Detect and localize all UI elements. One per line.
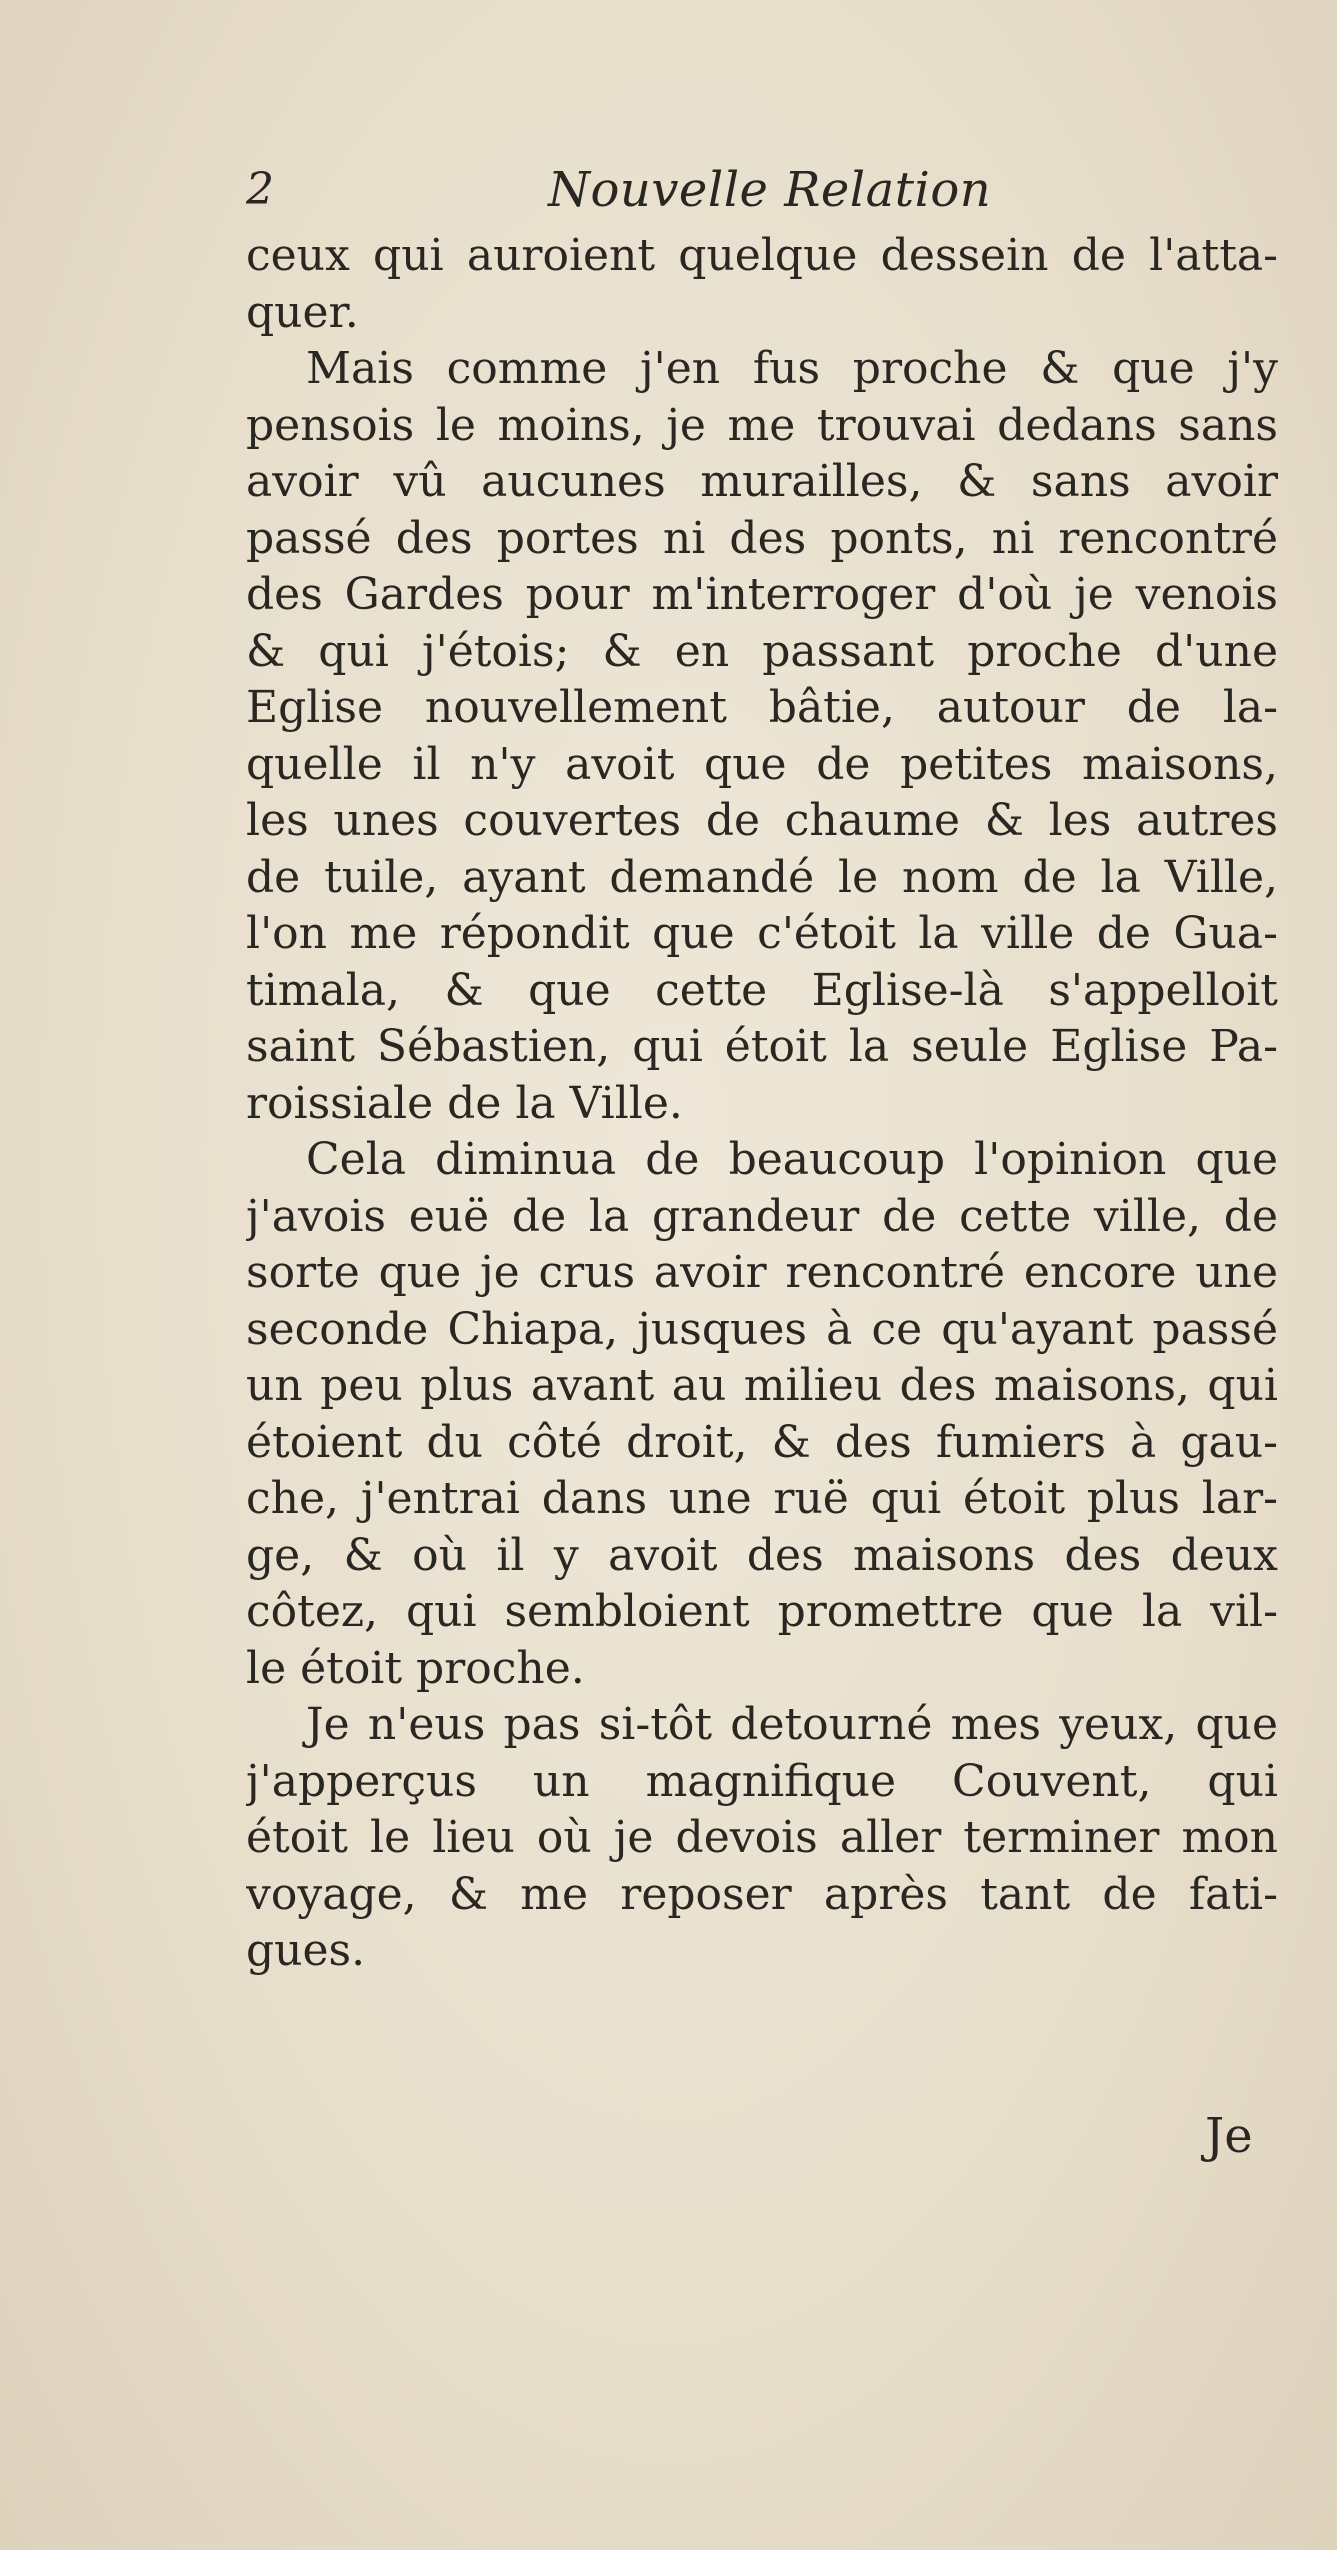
- text-line: Cela diminua de beaucoup l'opinion que: [306, 1134, 1278, 1185]
- text-line: quelle il n'y avoit que de petites maisons,: [246, 738, 1278, 790]
- text-line: les unes couvertes de chaume & les autres: [246, 795, 1278, 846]
- text-line: che, j'entrai dans une ruë qui étoit plus lar-: [246, 1473, 1278, 1524]
- text-line: j'apperçus un magnifique Couvent, qui: [246, 1755, 1278, 1807]
- text-line: roissiale de la Ville.: [246, 1077, 683, 1129]
- text-line: Mais comme j'en fus proche & que j'y: [306, 343, 1278, 394]
- text-line: ge, & où il y avoit des maisons des deux: [246, 1529, 1278, 1581]
- text-line: pensois le moins, je me trouvai dedans sans: [246, 399, 1278, 451]
- page-number: 2: [246, 164, 274, 215]
- text-line: timala, & que cette Eglise-là s'appelloit: [246, 964, 1278, 1016]
- text-line: voyage, & me reposer après tant de fati-: [246, 1868, 1278, 1920]
- text-line: l'on me répondit que c'étoit la ville de Gua-: [246, 908, 1278, 959]
- text-line: sorte que je crus avoir rencontré encore une: [246, 1247, 1278, 1298]
- text-line: gues.: [246, 1925, 366, 1976]
- text-line: & qui j'étois; & en passant proche d'une: [246, 625, 1278, 677]
- text-line: étoient du côté droit, & des fumiers à gau-: [246, 1416, 1278, 1468]
- text-line: côtez, qui sembloient promettre que la vil-: [246, 1586, 1278, 1637]
- text-line: ceux qui auroient quelque dessein de l'atta-: [246, 230, 1278, 281]
- text-line: quer.: [246, 286, 359, 338]
- text-line: le étoit proche.: [246, 1642, 585, 1694]
- text-line: j'avois euë de la grandeur de cette ville, de: [246, 1190, 1278, 1242]
- text-line: un peu plus avant au milieu des maisons, qui: [246, 1360, 1278, 1411]
- text-line: étoit le lieu où je devois aller terminer mon: [246, 1812, 1278, 1863]
- text-line: seconde Chiapa, jusques à ce qu'ayant passé: [246, 1303, 1278, 1355]
- text-line: Je n'eus pas si-tôt detourné mes yeux, que: [306, 1699, 1278, 1750]
- text-line: saint Sébastien, qui étoit la seule Eglise Pa-: [246, 1021, 1278, 1072]
- text-line: Eglise nouvellement bâtie, autour de la-: [246, 682, 1278, 733]
- text-line: de tuile, ayant demandé le nom de la Ville,: [246, 851, 1278, 903]
- text-line: des Gardes pour m'interroger d'où je venois: [246, 569, 1278, 620]
- body-text: [246, 228, 1278, 1980]
- text-line: passé des portes ni des ponts, ni rencontré: [246, 512, 1278, 564]
- running-title: Nouvelle Relation: [548, 162, 992, 218]
- text-line: avoir vû aucunes murailles, & sans avoir: [246, 456, 1278, 507]
- catchword: Je: [1205, 2108, 1253, 2164]
